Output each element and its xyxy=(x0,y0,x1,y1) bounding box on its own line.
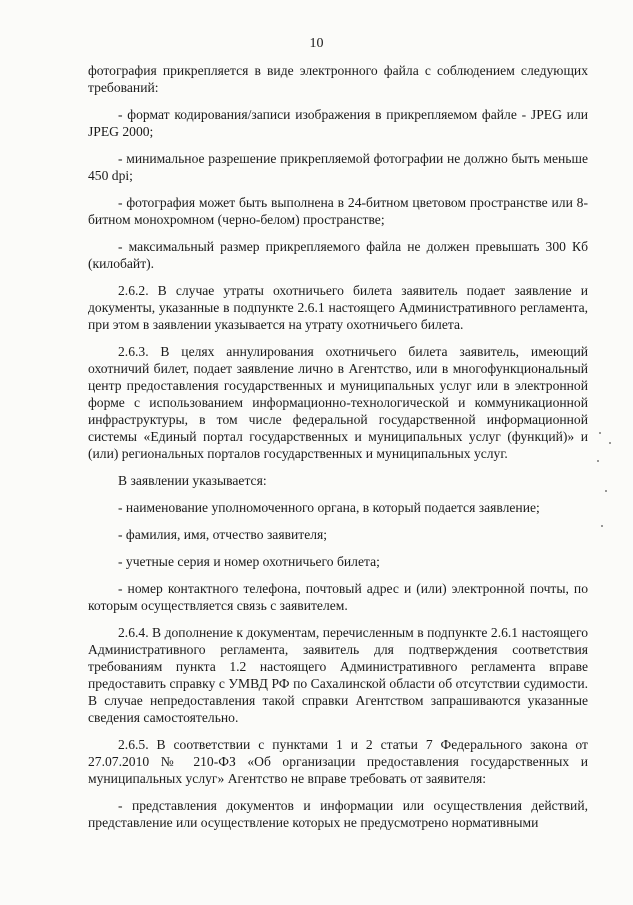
paragraph-clause-2-6-4: 2.6.4. В дополнение к документам, перечисленным в подпункте 2.6.1 настоящего Административного регламента, заявитель для подтверждения соответствия требованиям пункта 1.2 настоящего Административного регламента вправе предоставить справку с УМВД РФ по Сахалинской области об отсутствии судимости. В случае непредоставления такой справки Агентством запрашиваются указанные сведения самостоятельно. xyxy=(88,625,588,725)
list-item-format: - формат кодирования/записи изображения в прикрепляемом файле - JPEG или JPEG 2000; xyxy=(88,107,588,139)
list-item-resolution: - минимальное разрешение прикрепляемой фотографии не должно быть меньше 450 dpi; xyxy=(88,151,588,183)
scan-specks xyxy=(595,430,615,550)
list-item-color-space: - фотография может быть выполнена в 24-битном цветовом пространстве или 8-битном монохромном (черно-белом) пространстве; xyxy=(88,195,588,227)
list-item-contacts: - номер контактного телефона, почтовый адрес и (или) электронной почты, по которым осуществляется связь с заявителем. xyxy=(88,581,588,613)
scan-speck xyxy=(597,460,599,462)
page-number: 10 xyxy=(309,36,324,51)
scan-speck xyxy=(601,525,603,527)
list-item-organ: - наименование уполномоченного органа, в который подается заявление; xyxy=(118,500,540,515)
scan-speck xyxy=(599,432,601,434)
list-item-name: - фамилия, имя, отчество заявителя; xyxy=(118,527,328,542)
list-item-series: - учетные серия и номер охотничьего билета; xyxy=(118,554,380,569)
list-item-file-size: - максимальный размер прикрепляемого файла не должен превышать 300 Кб (килобайт). xyxy=(88,239,588,271)
paragraph-clause-2-6-3: 2.6.3. В целях аннулирования охотничьего билета заявитель, имеющий охотничий билет, подает заявление лично в Агентство, или в многофункциональный центр предоставления государственных и муниципальных услуг или в электронной форме с использованием информационно-технологической и коммуникационной инфраструктуры, в том числе федеральной государственной информационной системы «Единый портал государственных и муниципальных услуг (функций)» и (или) региональных порталов государственных и муниципальных услуг. xyxy=(88,344,588,461)
document-body xyxy=(88,62,588,841)
scan-speck xyxy=(609,442,611,444)
paragraph-clause-2-6-5: 2.6.5. В соответствии с пунктами 1 и 2 статьи 7 Федерального закона от 27.07.2010 № 210-ФЗ «Об организации предоставления государственных и муниципальных услуг» Агентство не вправе требовать от заявителя: xyxy=(88,737,588,786)
paragraph-application-contains: В заявлении указывается: xyxy=(118,473,267,488)
paragraph-intro-continuation: фотография прикрепляется в виде электронного файла с соблюдением следующих требований: xyxy=(88,63,588,95)
list-item-documents: - представления документов и информации или осуществления действий, представление или осуществление которых не предусмотрено нормативными xyxy=(88,798,588,830)
scan-speck xyxy=(605,490,607,492)
paragraph-clause-2-6-2: 2.6.2. В случае утраты охотничьего билета заявитель подает заявление и документы, указанные в подпункте 2.6.1 настоящего Административного регламента, при этом в заявлении указывается на утрату охотничьего билета. xyxy=(88,283,588,332)
